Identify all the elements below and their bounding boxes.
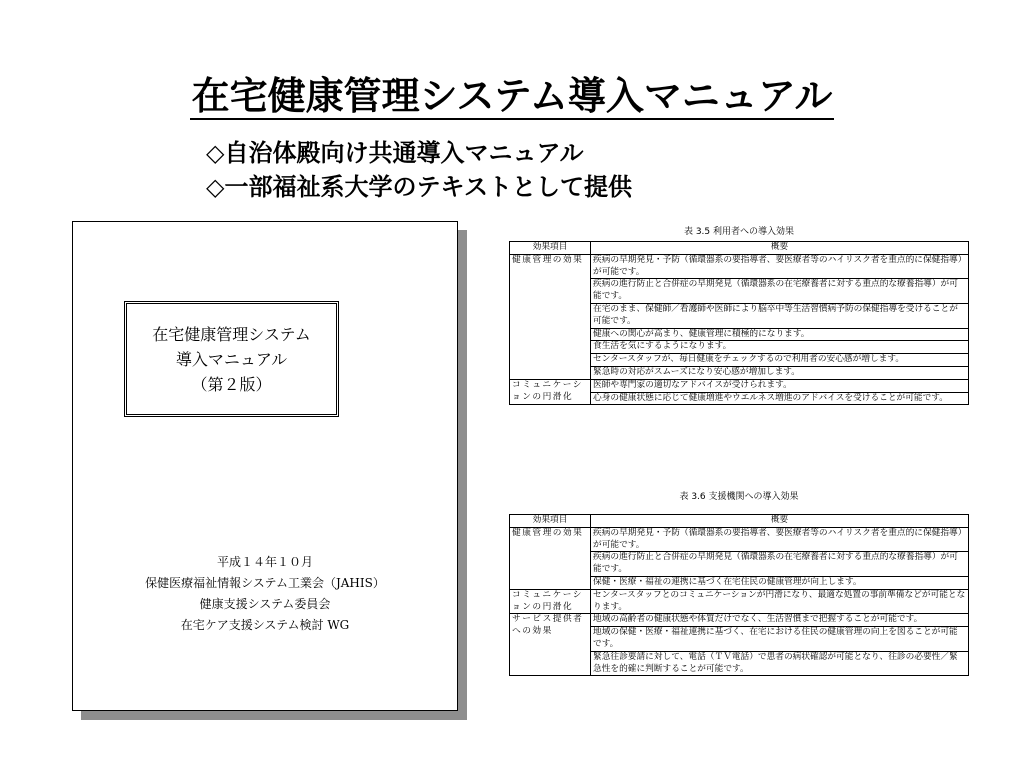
table-caption: 表 3.6 支援機関への導入効果: [679, 492, 799, 502]
effect-category-cell: コミュニケーションの円滑化: [510, 589, 591, 614]
page-title: 在宅健康管理システム導入マニュアル: [191, 74, 833, 118]
effect-category-cell: 健康管理の効果: [510, 254, 591, 379]
effect-category-cell: 健康管理の効果: [510, 527, 591, 589]
effect-description-cell: 地域の保健・医療・福祉連携に基づく、在宅における住民の健康管理の向上を図ることが可能です。: [591, 627, 969, 652]
cover-title-line: 在宅健康管理システム: [152, 324, 311, 344]
cover-title-line: 導入マニュアル: [175, 349, 288, 369]
effect-description-cell: 在宅のまま、保健師／看護師や医師により脳卒中等生活習慣病予防の保健指導を受けることが可能です。: [591, 303, 969, 328]
table-row: [510, 379, 969, 392]
effect-category-cell: コミュニケーションの円滑化: [510, 379, 591, 405]
cover-committee: 健康支援システム委員会: [199, 597, 331, 611]
effect-description-cell: 緊急往診要請に対して、電話（ＴＶ電話）で患者の病状確認が可能となり、往診の必要性／緊急性を的確に判断することが可能です。: [591, 651, 969, 676]
effect-description-cell: 地域の高齢者の健康状態や体質だけでなく、生活習慣まで把握することが可能です。: [591, 614, 969, 627]
table-row: [510, 589, 969, 614]
table-header-cell: 効果項目: [510, 515, 591, 528]
table-header-row: [510, 515, 969, 528]
cover-title-box: [124, 301, 339, 417]
cover-org-block: [73, 552, 457, 636]
user-effects-table: [509, 241, 969, 405]
effect-description-cell: 食生活を気にするようになります。: [591, 341, 969, 354]
effect-description-cell: 保健・医療・福祉の連携に基づく在宅住民の健康管理が向上します。: [591, 576, 969, 589]
manual-cover: [72, 221, 458, 711]
effect-description-cell: 緊急時の対応がスムーズになり安心感が増加します。: [591, 366, 969, 379]
effect-category-cell: サービス提供者への効果: [510, 614, 591, 676]
table-row: [510, 614, 969, 627]
table-row: [510, 254, 969, 279]
table-header-cell: 効果項目: [510, 242, 591, 255]
cover-date: 平成１４年１０月: [216, 555, 313, 569]
effect-description-cell: 健康への関心が高まり、健康管理に積極的になります。: [591, 328, 969, 341]
effect-description-cell: 医師や専門家の適切なアドバイスが受けられます。: [591, 379, 969, 392]
effect-description-cell: センタースタッフが、毎日健康をチェックするので利用者の安心感が増します。: [591, 354, 969, 367]
effect-description-cell: 疾病の早期発見・予防（循環器系の要指導者、要医療者等のハイリスク者を重点的に保健指導）が可能です。: [591, 254, 969, 279]
effect-description-cell: 疾病の進行防止と合併症の早期発見（循環器系の在宅療養者に対する重点的な療養指導）が可能です。: [591, 279, 969, 304]
cover-org-name: 保健医療福祉情報システム工業会（JAHIS）: [145, 576, 385, 590]
cover-working-group: 在宅ケア支援システム検討 WG: [180, 618, 350, 632]
effect-description-cell: 心身の健康状態に応じて健康増進やウエルネス増進のアドバイスを受けることが可能です。: [591, 392, 969, 405]
effect-description-cell: センタースタッフとのコミュニケーションが円滑になり、最適な処置の事前準備などが可能となります。: [591, 589, 969, 614]
bullet-item: ◇一部福祉系大学のテキストとして提供: [206, 173, 632, 201]
table-header-cell: 概要: [591, 242, 969, 255]
table-header-cell: 概要: [591, 515, 969, 528]
effect-description-cell: 疾病の進行防止と合併症の早期発見（循環器系の在宅療養者に対する重点的な療養指導）が可能です。: [591, 552, 969, 577]
effect-description-cell: 疾病の早期発見・予防（循環器系の要指導者、要医療者等のハイリスク者を重点的に保健指導）が可能です。: [591, 527, 969, 552]
support-org-effects-table: [509, 514, 969, 676]
table-caption: 表 3.5 利用者への導入効果: [683, 227, 795, 237]
table-row: [510, 527, 969, 552]
cover-title-line: （第２版）: [191, 374, 272, 394]
bullet-item: ◇自治体殿向け共通導入マニュアル: [206, 139, 584, 167]
table-header-row: [510, 242, 969, 255]
